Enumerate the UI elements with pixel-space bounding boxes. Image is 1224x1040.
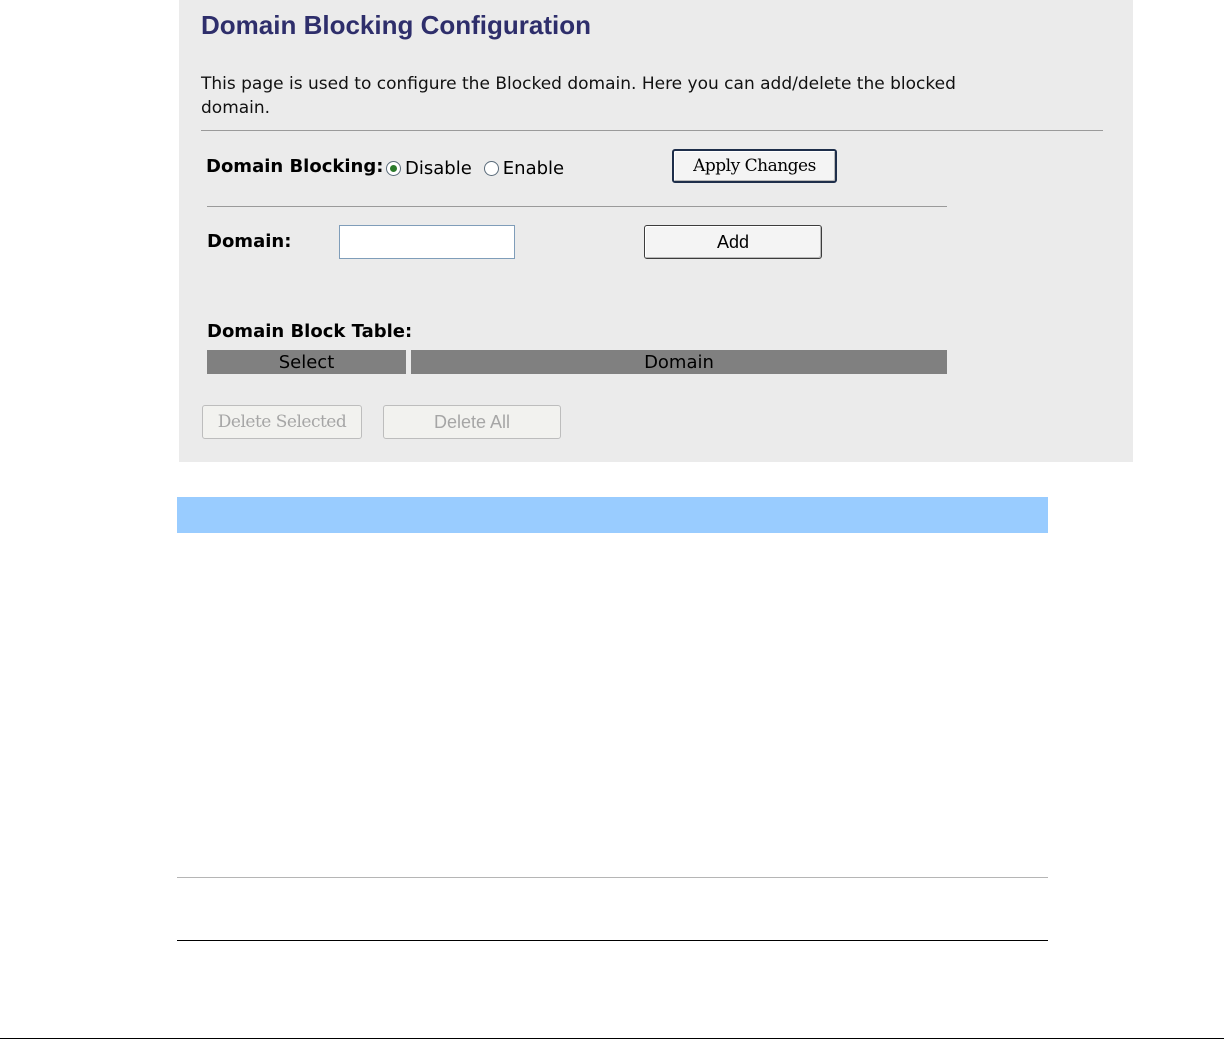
divider — [177, 940, 1048, 941]
table-header-select: Select — [207, 350, 406, 374]
divider — [207, 206, 947, 207]
page-title: Domain Blocking Configuration — [201, 10, 591, 40]
divider — [177, 877, 1048, 878]
page-description: This page is used to configure the Blocked domain. Here you can add/delete the blocked domain. — [201, 74, 956, 118]
table-title: Domain Block Table: — [207, 321, 413, 342]
domain-blocking-label: Domain Blocking: — [206, 156, 384, 177]
divider — [201, 130, 1103, 131]
domain-blocking-radio-group — [386, 158, 576, 179]
disable-radio-label[interactable]: Disable — [405, 158, 472, 179]
enable-radio-label[interactable]: Enable — [502, 158, 565, 179]
delete-selected-button[interactable]: Delete Selected — [202, 405, 362, 439]
enable-radio[interactable] — [484, 161, 499, 176]
page-bottom-rule — [0, 1038, 1224, 1039]
domain-input[interactable] — [339, 225, 515, 259]
apply-changes-button[interactable]: Apply Changes — [672, 149, 837, 183]
table-header-domain: Domain — [411, 350, 947, 374]
add-button[interactable]: Add — [644, 225, 822, 259]
delete-all-button[interactable]: Delete All — [383, 405, 561, 439]
disable-radio[interactable] — [386, 161, 401, 176]
domain-label: Domain: — [207, 231, 292, 252]
section-band — [177, 497, 1048, 533]
